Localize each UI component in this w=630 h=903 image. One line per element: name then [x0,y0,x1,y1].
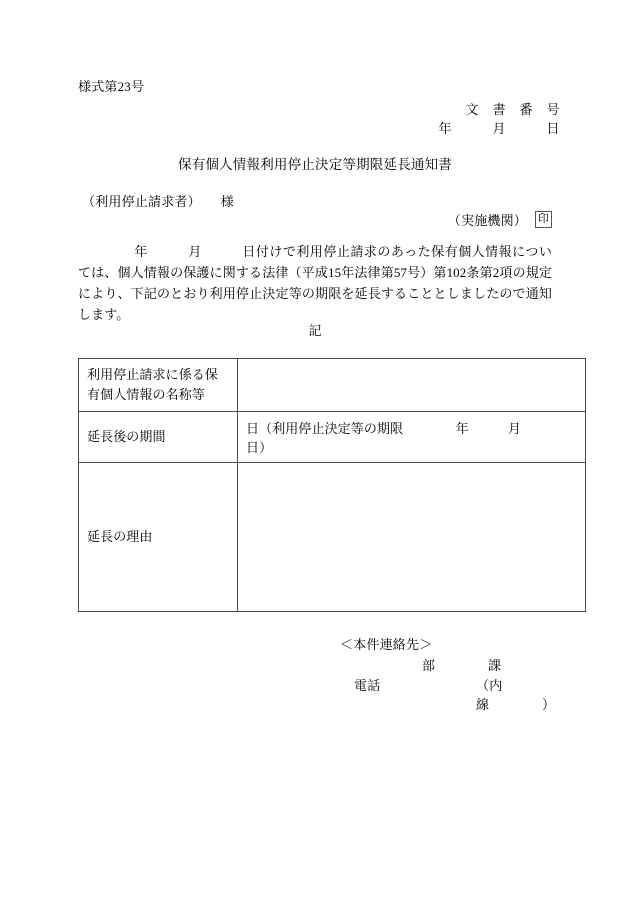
table-row [79,463,586,612]
body-text: 付けで利用停止請求のあった保有個人情報については、個人情報の保護に関する法律（平成15年法律第57号）第102条第2項の規定により、下記のとおり利用停止決定等の期限を延長することとしましたので通知します。 [78,244,553,322]
table-row [79,359,586,412]
body-paragraph [78,241,552,325]
seal-stamp-box: 印 [535,211,552,228]
contact-phone-line [340,675,556,712]
row-label-information-name: 利用停止請求に係る保有個人情報の名称等 [79,359,238,412]
contact-department-label: 部 [422,658,436,673]
page-title: 保有個人情報利用停止決定等期限延長通知書 [178,157,452,172]
row-value-information-name[interactable] [238,359,586,412]
issuer-label: （実施機関） [447,213,527,228]
contact-title: ＜本件連絡先＞ [340,637,433,652]
document-number-label: 文 書 番 号 [465,102,560,117]
contact-phone-label: 電話 [354,678,381,693]
contact-extension-label: （内線 ） [476,678,556,712]
document-date-label: 年 月 日 [438,121,560,136]
row-value-extended-period[interactable]: 日（利用停止決定等の期限 年 月 日） [238,412,586,463]
recipient-label: （利用停止請求者） 様 [82,194,234,209]
row-label-extension-reason: 延長の理由 [79,463,238,612]
ki-heading: 記 [308,323,322,338]
form-number: 様式第23号 [78,79,145,94]
contact-department-line [340,655,555,675]
details-table [78,358,586,612]
row-label-extended-period: 延長後の期間 [79,412,238,463]
contact-section-label: 課 [488,658,502,673]
body-date-blank: 年 月 日 [134,244,256,259]
row-value-extension-reason[interactable] [238,463,586,612]
issuer-row [300,210,552,229]
table-row [79,412,586,463]
contact-block [340,634,556,712]
